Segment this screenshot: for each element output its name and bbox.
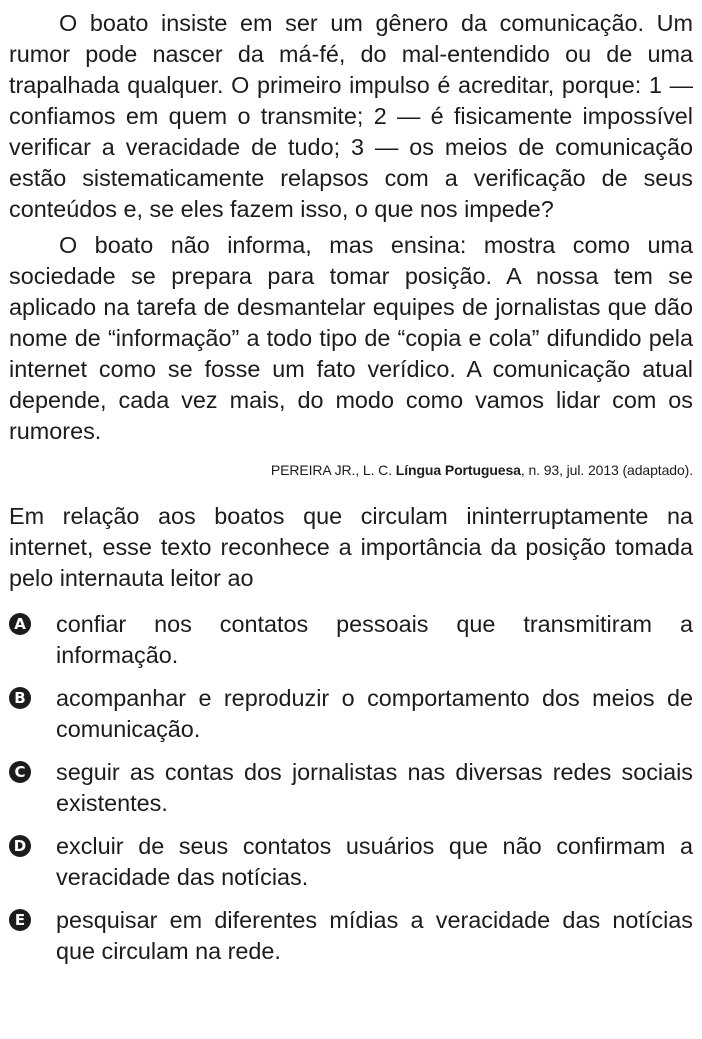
option-b-letter-icon: B bbox=[9, 687, 31, 709]
option-c[interactable] bbox=[9, 757, 693, 819]
option-e-text: pesquisar em diferentes mídias a veracidade das notícias que circulam na rede. bbox=[56, 907, 693, 964]
passage-paragraph-1: O boato insiste em ser um gênero da comunicação. Um rumor pode nascer da má-fé, do mal-entendido ou de uma trapalhada qualquer. O primeiro impulso é acreditar, porque: 1 — confiamos em quem o transmite; 2 — é fisicamente impossível verificar a veracidade de tudo; 3 — os meios de comunicação estão sistematicamente relapsos com a verificação de seus conteúdos e, se eles fazem isso, o que nos impede? bbox=[9, 10, 693, 222]
option-b[interactable] bbox=[9, 683, 693, 745]
source-author: PEREIRA JR., L. C. bbox=[270, 462, 396, 478]
option-a-letter-icon: A bbox=[9, 613, 31, 635]
passage bbox=[9, 8, 693, 447]
option-e-letter-icon: E bbox=[9, 909, 31, 931]
option-b-text: acompanhar e reproduzir o comportamento dos meios de comunicação. bbox=[56, 685, 693, 742]
option-c-text: seguir as contas dos jornalistas nas diversas redes sociais existentes. bbox=[56, 759, 693, 816]
source-citation bbox=[9, 461, 693, 479]
option-c-letter-icon: C bbox=[9, 761, 31, 783]
option-d[interactable] bbox=[9, 831, 693, 893]
exam-question bbox=[9, 8, 693, 979]
passage-paragraph-2: O boato não informa, mas ensina: mostra como uma sociedade se prepara para tomar posição. A nossa tem se aplicado na tarefa de desmantelar equipes de jornalistas que dão nome de “informação” a todo tipo de “copia e cola” difundido pela internet como se fosse um fato verídico. A comunicação atual depende, cada vez mais, do modo como vamos lidar com os rumores. bbox=[9, 232, 693, 444]
option-a[interactable] bbox=[9, 609, 693, 671]
source-title: Língua Portuguesa bbox=[395, 462, 521, 478]
answer-options bbox=[9, 609, 693, 967]
source-details: , n. 93, jul. 2013 (adaptado). bbox=[520, 462, 693, 478]
option-d-letter-icon: D bbox=[9, 835, 31, 857]
question-stem: Em relação aos boatos que circulam ininterruptamente na internet, esse texto reconhece a importância da posição tomada pelo internauta leitor ao bbox=[9, 503, 693, 591]
option-d-text: excluir de seus contatos usuários que não confirmam a veracidade das notícias. bbox=[56, 833, 693, 890]
option-a-text: confiar nos contatos pessoais que transmitiram a informação. bbox=[56, 611, 693, 668]
option-e[interactable] bbox=[9, 905, 693, 967]
